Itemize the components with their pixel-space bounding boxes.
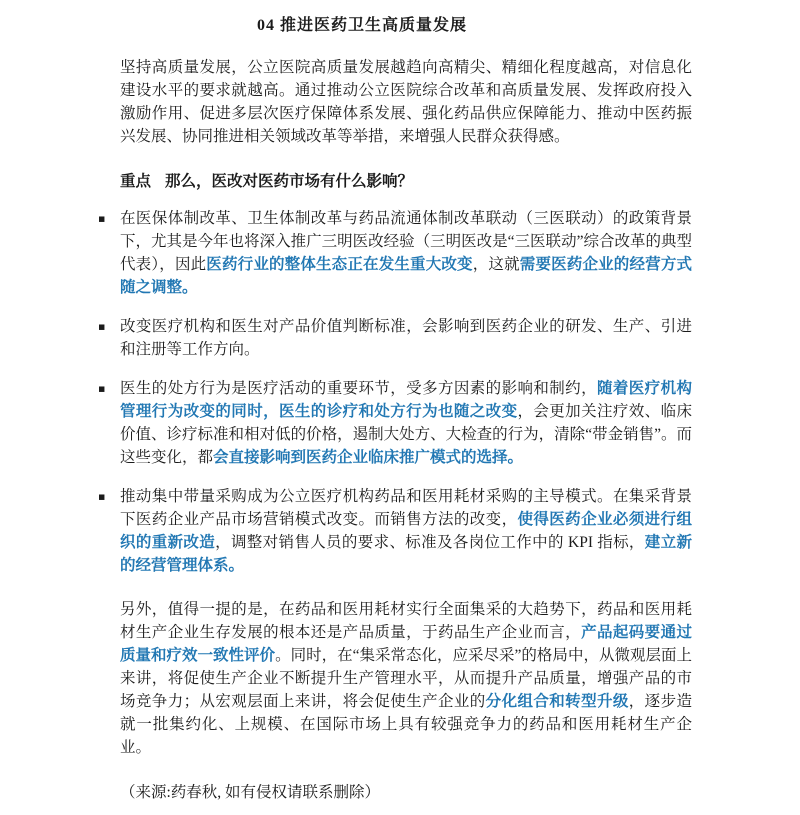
square-bullet-icon: ▪ (98, 382, 106, 395)
body-text: 另外，值得一提的是，在药品和医用耗材实行全面集采的大趋势下，药品和医用耗材生产企业生存发展的根本还是产品质量，于药品生产企业而言， (120, 601, 692, 641)
intro-paragraph: 坚持高质量发展，公立医院高质量发展越趋向高精尖、精细化程度越高，对信息化建设水平的要求就越高。通过推动公立医院综合改革和高质量发展、发挥政府投入激励作用、促进多层次医疗保障体系发展、强化药品供应保障能力、推动中医药振兴发展、协同推进相关领域改革等举措，来增强人民群众获得感。 (120, 59, 692, 145)
square-bullet-icon: ▪ (98, 320, 106, 333)
list-item (98, 207, 692, 299)
highlighted-text: 产品起码要通过质量和疗效一致性评价 (120, 624, 692, 664)
body-text: ，会更加关注疗效、临床价值、诊疗标准和相对低的价格，遏制大处方、大检查的行为，清除“带金销售”。而这些变化，都 (120, 403, 692, 466)
page-title: 04 推进医药卫生高质量发展 (256, 17, 467, 34)
list-item-text (120, 380, 692, 466)
square-bullet-icon: ▪ (98, 490, 106, 503)
highlighted-text: 使得医药企业必须进行组织的重新改造 (120, 511, 692, 551)
highlighted-text: 分化组合和转型升级 (485, 693, 629, 710)
section-heading-label: 重点 (120, 173, 152, 190)
square-bullet-icon: ▪ (98, 212, 106, 225)
section-heading-question: 那么，医改对医药市场有什么影响？ (165, 173, 414, 190)
body-text: 医生的处方行为是医疗活动的重要环节，受多方因素的影响和制约， (120, 380, 597, 397)
list-item (98, 377, 692, 469)
body-text: 推动集中带量采购成为公立医疗机构药品和医用耗材采购的主导模式。在集采背景下医药企业产品市场营销模式改变。而销售方法的改变， (120, 488, 692, 528)
highlighted-text: 需要医药企业的经营方式随之调整。 (120, 256, 692, 296)
list-item-text (120, 210, 692, 296)
document-body (98, 56, 692, 804)
body-text: 在医保体制改革、卫生体制改革与药品流通体制改革联动（三医联动）的政策背景下，尤其是今年也将深入推广三明医改经验（三明医改是“三医联动”综合改革的典型代表），因此 (120, 210, 692, 273)
highlighted-text: 医药行业的整体生态正在发生重大改变 (206, 256, 473, 273)
list-item-text (120, 318, 692, 358)
body-text: ，这就 (472, 256, 520, 273)
bullet-list (98, 207, 692, 577)
body-text: 。同时，在“集采常态化，应采尽采”的格局中，从微观层面上来讲，将促使生产企业不断提升生产管理水平，从而提升产品质量，增强产品的市场竞争力；从宏观层面上来讲，将会促使生产企业的 (120, 647, 692, 710)
highlighted-text: 会直接影响到医药企业临床推广模式的选择。 (213, 449, 524, 466)
highlighted-text: 随着医疗机构管理行为改变的同时，医生的诊疗和处方行为也随之改变 (120, 380, 692, 420)
highlighted-text: 建立新的经营管理体系。 (120, 534, 692, 574)
section-heading (120, 170, 692, 193)
body-text: ，逐步造就一批集约化、上规模、在国际市场上具有较强竞争力的药品和医用耗材生产企业。 (120, 693, 692, 756)
closing-paragraph (120, 598, 692, 759)
source-line: （来源:药春秋, 如有侵权请联系删除） (120, 784, 381, 801)
list-item-text (120, 488, 692, 574)
list-item (98, 315, 692, 361)
body-text: ，调整对销售人员的要求、标准及各岗位工作中的 KPI 指标， (215, 534, 645, 551)
list-item (98, 485, 692, 577)
body-text: 改变医疗机构和医生对产品价值判断标准，会影响到医药企业的研发、生产、引进和注册等工作方向。 (120, 318, 692, 358)
